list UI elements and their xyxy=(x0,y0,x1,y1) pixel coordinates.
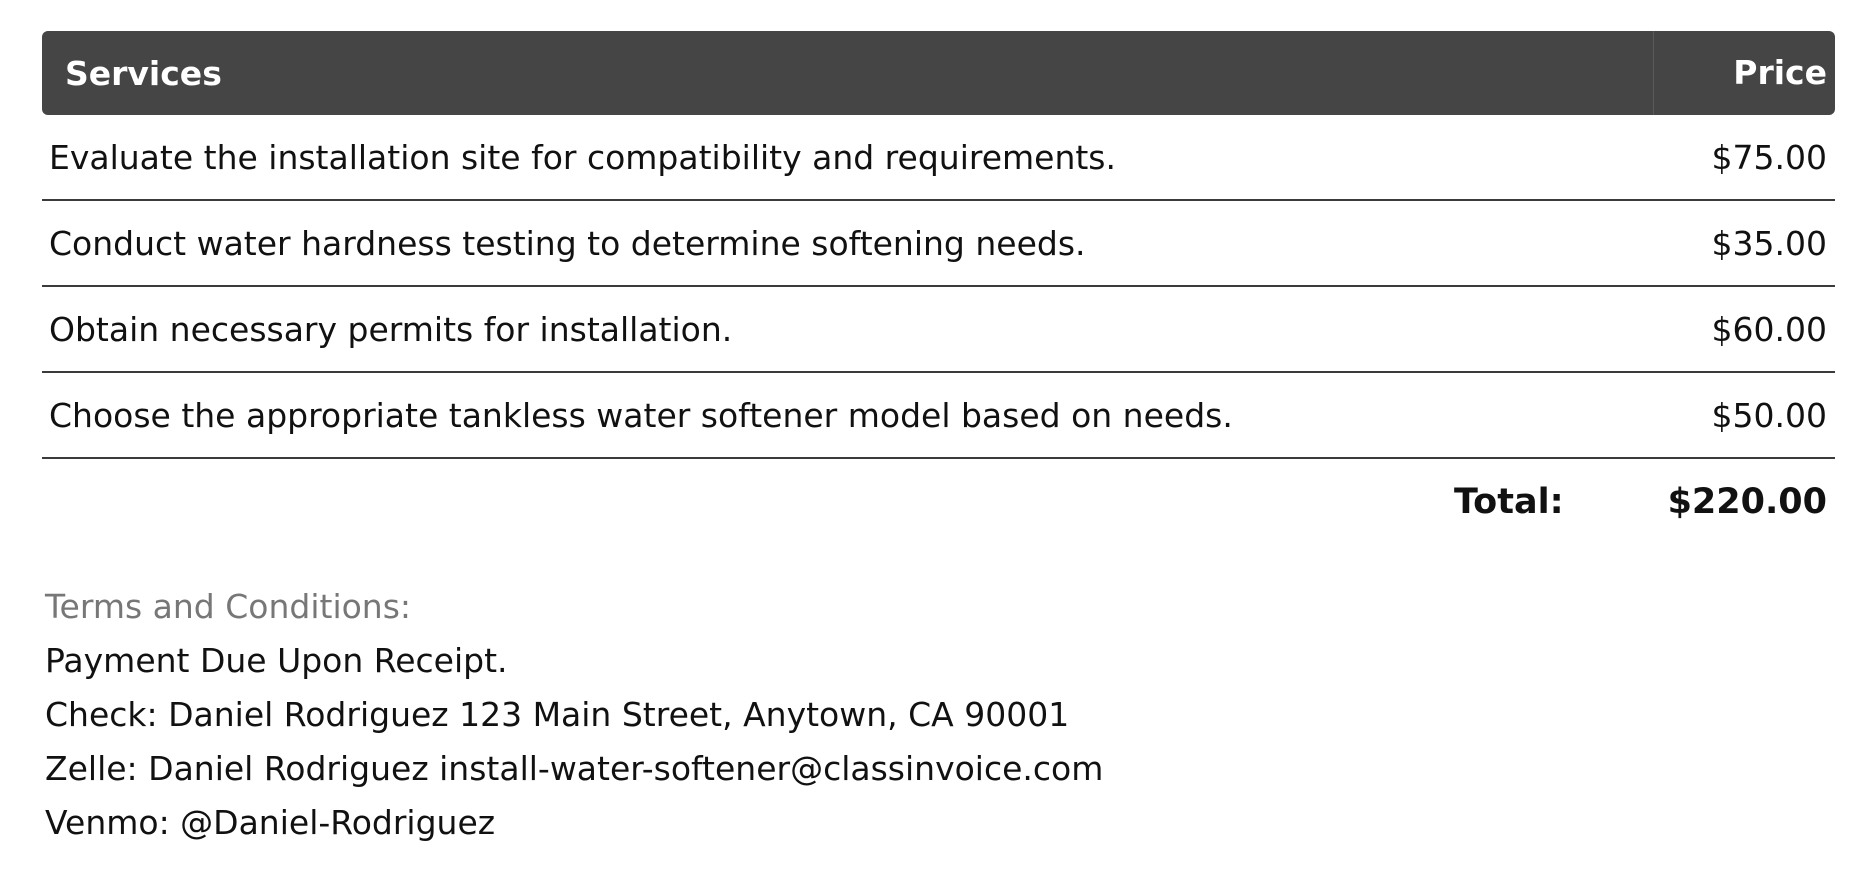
table-row xyxy=(42,373,1835,459)
service-description: Conduct water hardness testing to determine softening needs. xyxy=(49,224,1086,263)
service-price: $35.00 xyxy=(1711,224,1827,263)
table-row xyxy=(42,287,1835,373)
terms-section xyxy=(45,580,1103,850)
payment-terms: Payment Due Upon Receipt. xyxy=(45,641,508,680)
services-table xyxy=(42,31,1835,545)
table-body xyxy=(42,115,1835,459)
service-price: $60.00 xyxy=(1711,310,1827,349)
terms-title: Terms and Conditions: xyxy=(45,587,412,626)
total-row xyxy=(42,459,1835,545)
service-description: Choose the appropriate tankless water softener model based on needs. xyxy=(49,396,1233,435)
services-column-header: Services xyxy=(65,53,222,93)
total-label: Total: xyxy=(1453,482,1564,522)
check-payment-info: Check: Daniel Rodriguez 123 Main Street, Anytown, CA 90001 xyxy=(45,695,1070,734)
price-column-header: Price xyxy=(1653,31,1835,115)
venmo-payment-info: Venmo: @Daniel-Rodriguez xyxy=(45,803,496,842)
service-price: $75.00 xyxy=(1711,138,1827,177)
table-row xyxy=(42,201,1835,287)
total-value: $220.00 xyxy=(1667,482,1827,522)
zelle-payment-info: Zelle: Daniel Rodriguez install-water-softener@classinvoice.com xyxy=(45,749,1104,788)
service-price: $50.00 xyxy=(1711,396,1827,435)
service-description: Evaluate the installation site for compatibility and requirements. xyxy=(49,138,1116,177)
table-row xyxy=(42,115,1835,201)
table-header xyxy=(42,31,1835,115)
service-description: Obtain necessary permits for installation. xyxy=(49,310,733,349)
